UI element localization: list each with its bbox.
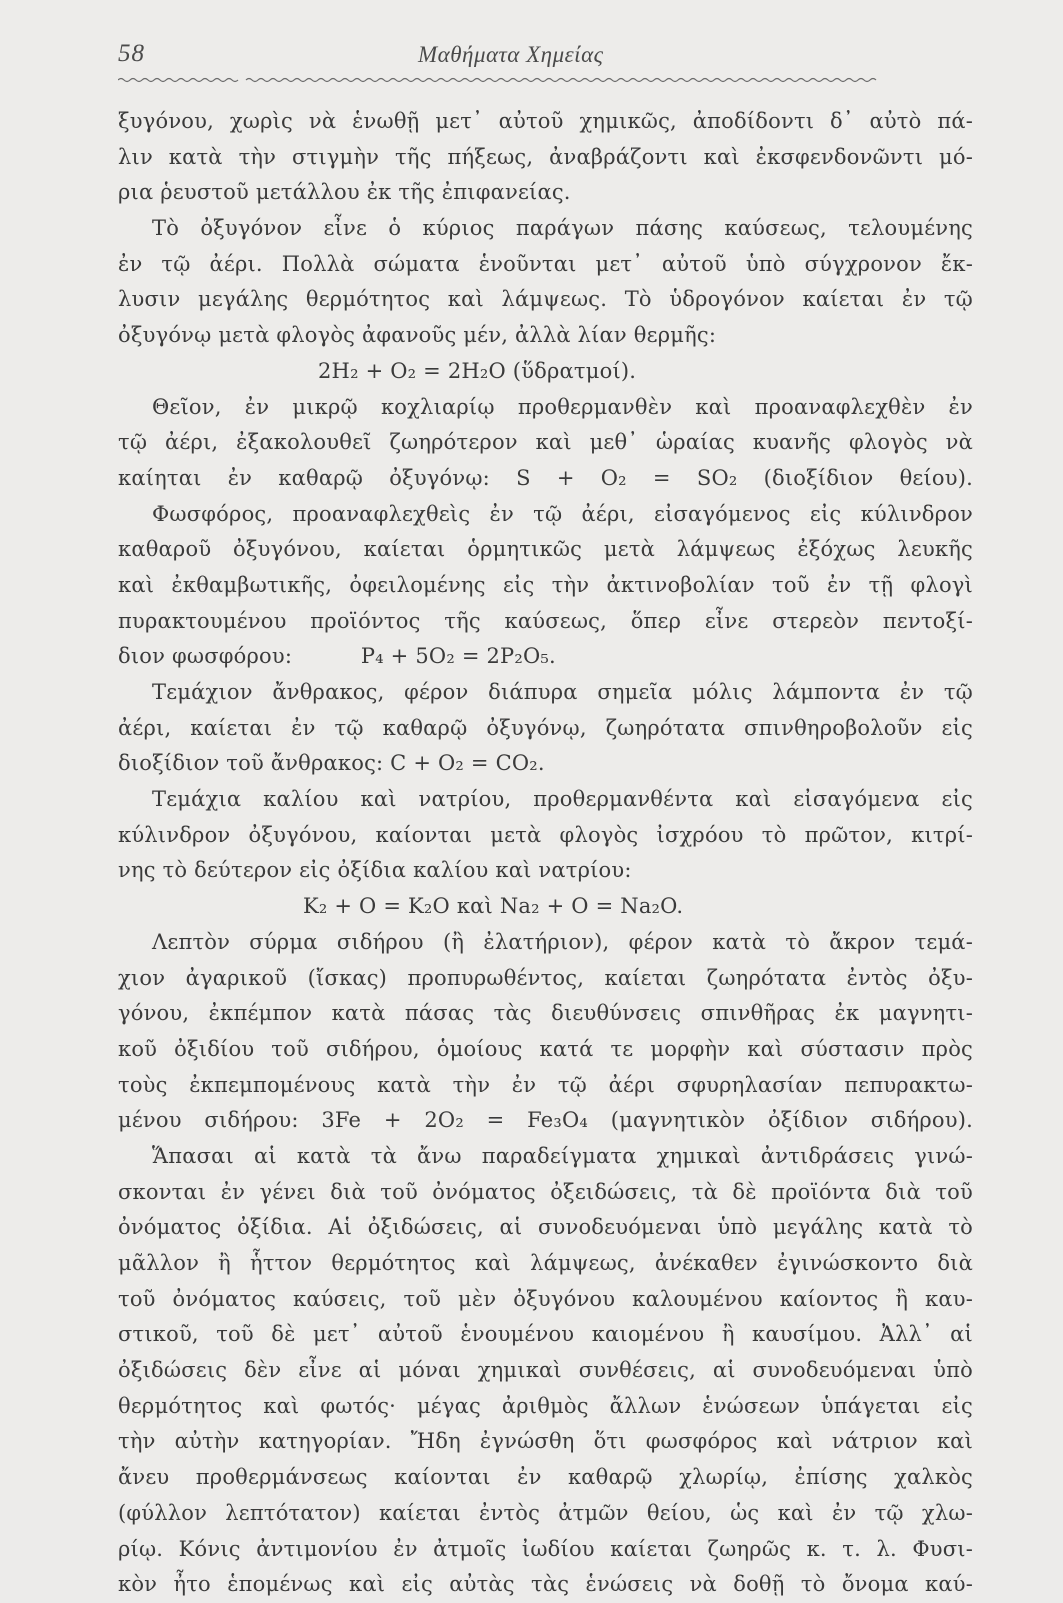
text-line: ὀνόματος ὀξίδια. Αἱ ὀξιδώσεις, αἱ συνοδευόμεναι ὑπὸ μεγάλης κατὰ τὸ <box>118 1215 973 1240</box>
equation-line: K₂ + O = K₂O καὶ Na₂ + O = Na₂O. <box>303 894 684 919</box>
text-line: κύλινδρον ὀξυγόνου, καίονται μετὰ φλογὸς ἰσχρόου τὸ πρῶτον, κιτρί- <box>118 822 973 847</box>
text-line: ρίῳ. Κόνις ἀντιμονίου ἐν ἀτμοῖς ἰωδίου καίεται ζωηρῶς κ. τ. λ. Φυσι- <box>118 1536 973 1561</box>
text-line: τοῦ ὀνόματος καύσεις, τοῦ μὲν ὀξυγόνου καλουμένου καίοντος ἢ καυ- <box>118 1286 973 1311</box>
text-line: Θεῖον, ἐν μικρῷ κοχλιαρίῳ προθερμανθὲν καὶ προαναφλεχθὲν ἐν <box>152 394 973 419</box>
page-number: 58 <box>118 40 145 67</box>
body-text <box>118 104 973 1603</box>
text-line: Τεμάχιον ἄνθρακος, φέρον διάπυρα σημεῖα μόλις λάμποντα ἐν τῷ <box>152 680 973 704</box>
text-line: μένου σιδήρου: 3Fe + 2O₂ = Fe₃O₄ (μαγνητικὸν ὀξίδιον σιδήρου). <box>118 1108 973 1133</box>
text-line: τῷ ἀέρι, ἐξακολουθεῖ ζωηρότερον καὶ μεθ᾽ ὡραίας κυανῆς φλογὸς νὰ <box>118 430 973 455</box>
running-title: Μαθήματα Χημείας <box>418 42 604 67</box>
wavy-rule-graphic <box>118 76 973 84</box>
text-line: λιν κατὰ τὴν στιγμὴν τῆς πήξεως, ἀναβράζοντι καὶ ἐκσφενδονῶντι μό- <box>118 144 973 169</box>
text-line: καθαροῦ ὀξυγόνου, καίεται ὁρμητικῶς μετὰ λάμψεως ἐξόχως λευκῆς <box>118 537 973 562</box>
text-line: Λεπτὸν σύρμα σιδήρου (ἢ ἐλατήριον), φέρον κατὰ τὸ ἄκρον τεμά- <box>152 929 973 954</box>
text-line: γόνου, ἐκπέμπον κατὰ πάσας τὰς διευθύνσεις σπινθῆρας ἐκ μαγνητι- <box>118 1001 973 1026</box>
equation-line: 2H₂ + O₂ = 2H₂O (ὕδρατμοί). <box>318 358 637 383</box>
text-line: τοὺς ἐκπεμπομένους κατὰ τὴν ἐν τῷ ἀέρι σφυρηλασίαν πεπυρακτω- <box>118 1072 973 1097</box>
text-line: κὸν ἦτο ἑπομένως καὶ εἰς αὐτὰς τὰς ἑνώσεις νὰ δοθῇ τὸ ὄνομα καύ- <box>118 1572 973 1597</box>
text-line: λυσιν μεγάλης θερμότητος καὶ λάμψεως. Τὸ ὑδρογόνον καίεται ἐν τῷ <box>118 287 973 312</box>
text-line: διοξίδιον τοῦ ἄνθρακος: C + O₂ = CO₂. <box>118 751 545 776</box>
text-line: Τὸ ὀξυγόνον εἶνε ὁ κύριος παράγων πάσης καύσεως, τελουμένης <box>152 216 973 241</box>
text-line: Τεμάχια καλίου καὶ νατρίου, προθερμανθέντα καὶ εἰσαγόμενα εἰς <box>152 787 973 812</box>
text-line: ὀξυγόνῳ μετὰ φλογὸς ἀφανοῦς μέν, ἀλλὰ λίαν θερμῆς: <box>118 323 717 348</box>
text-line: ἀέρι, καίεται ἐν τῷ καθαρῷ ὀξυγόνῳ, ζωηρότατα σπινθηροβολοῦν εἰς <box>118 715 973 740</box>
text-line: ξυγόνου, χωρὶς νὰ ἑνωθῇ μετ᾽ αὐτοῦ χημικῶς, ἀποδίδοντι δ᾽ αὐτὸ πά- <box>118 109 973 133</box>
text-line: καὶ ἐκθαμβωτικῆς, ὀφειλομένης εἰς τὴν ἀκτινοβολίαν τοῦ ἐν τῇ φλογὶ <box>118 572 973 597</box>
text-line: (φύλλον λεπτότατον) καίεται ἐντὸς ἀτμῶν θείου, ὡς καὶ ἐν τῷ χλω- <box>118 1500 973 1525</box>
text-line: ἄνευ προθερμάνσεως καίονται ἐν καθαρῷ χλωρίῳ, ἐπίσης χαλκὸς <box>118 1465 973 1490</box>
text-line: ρια ῥευστοῦ μετάλλου ἐκ τῆς ἐπιφανείας. <box>118 180 571 205</box>
text-line: μᾶλλον ἢ ἧττον θερμότητος καὶ λάμψεως, ἀνέκαθεν ἐγινώσκοντο διὰ <box>118 1251 973 1275</box>
text-line: νης τὸ δεύτερον εἰς ὀξίδια καλίου καὶ νατρίου: <box>118 858 632 883</box>
text-line: πυρακτουμένου προϊόντος τῆς καύσεως, ὅπερ εἶνε στερεὸν πεντοξί- <box>118 608 973 633</box>
page-header <box>118 40 973 76</box>
text-line: κοῦ ὀξιδίου τοῦ σιδήρου, ὁμοίους κατά τε μορφὴν καὶ σύστασιν πρὸς <box>118 1036 973 1061</box>
text-line: Ἅπασαι αἱ κατὰ τὰ ἄνω παραδείγματα χημικαὶ ἀντιδράσεις γινώ- <box>152 1143 973 1168</box>
text-line: σκονται ἐν γένει διὰ τοῦ ὀνόματος ὀξειδώσεις, τὰ δὲ προϊόντα διὰ τοῦ <box>118 1179 973 1204</box>
text-line: διον φωσφόρου: P₄ + 5O₂ = 2P₂O₅. <box>118 644 556 669</box>
text-line: ἐν τῷ ἀέρι. Πολλὰ σώματα ἑνοῦνται μετ᾽ αὐτοῦ ὑπὸ σύγχρονον ἔκ- <box>118 251 973 276</box>
text-line: Φωσφόρος, προαναφλεχθεὶς ἐν τῷ ἀέρι, εἰσαγόμενος εἰς κύλινδρον <box>152 501 973 526</box>
text-line: τὴν αὐτὴν κατηγορίαν. Ἤδη ἐγνώσθη ὅτι φωσφόρος καὶ νάτριον καὶ <box>118 1429 973 1454</box>
text-line: χιον ἀγαρικοῦ (ἴσκας) προπυρωθέντος, καίεται ζωηρότατα ἐντὸς ὀξυ- <box>118 965 973 990</box>
text-line: θερμότητος καὶ φωτός· μέγας ἀριθμὸς ἄλλων ἑνώσεων ὑπάγεται εἰς <box>118 1393 973 1418</box>
text-line: καίηται ἐν καθαρῷ ὀξυγόνῳ: S + O₂ = SO₂ (διοξίδιον θείου). <box>118 465 973 490</box>
text-line: στικοῦ, τοῦ δὲ μετ᾽ αὐτοῦ ἑνουμένου καιομένου ἢ καυσίμου. Ἀλλ᾽ αἱ <box>118 1322 973 1347</box>
text-line: ὀξιδώσεις δὲν εἶνε αἱ μόναι χημικαὶ συνθέσεις, αἱ συνοδευόμεναι ὑπὸ <box>118 1358 973 1383</box>
header-wavy-rule <box>118 76 973 84</box>
